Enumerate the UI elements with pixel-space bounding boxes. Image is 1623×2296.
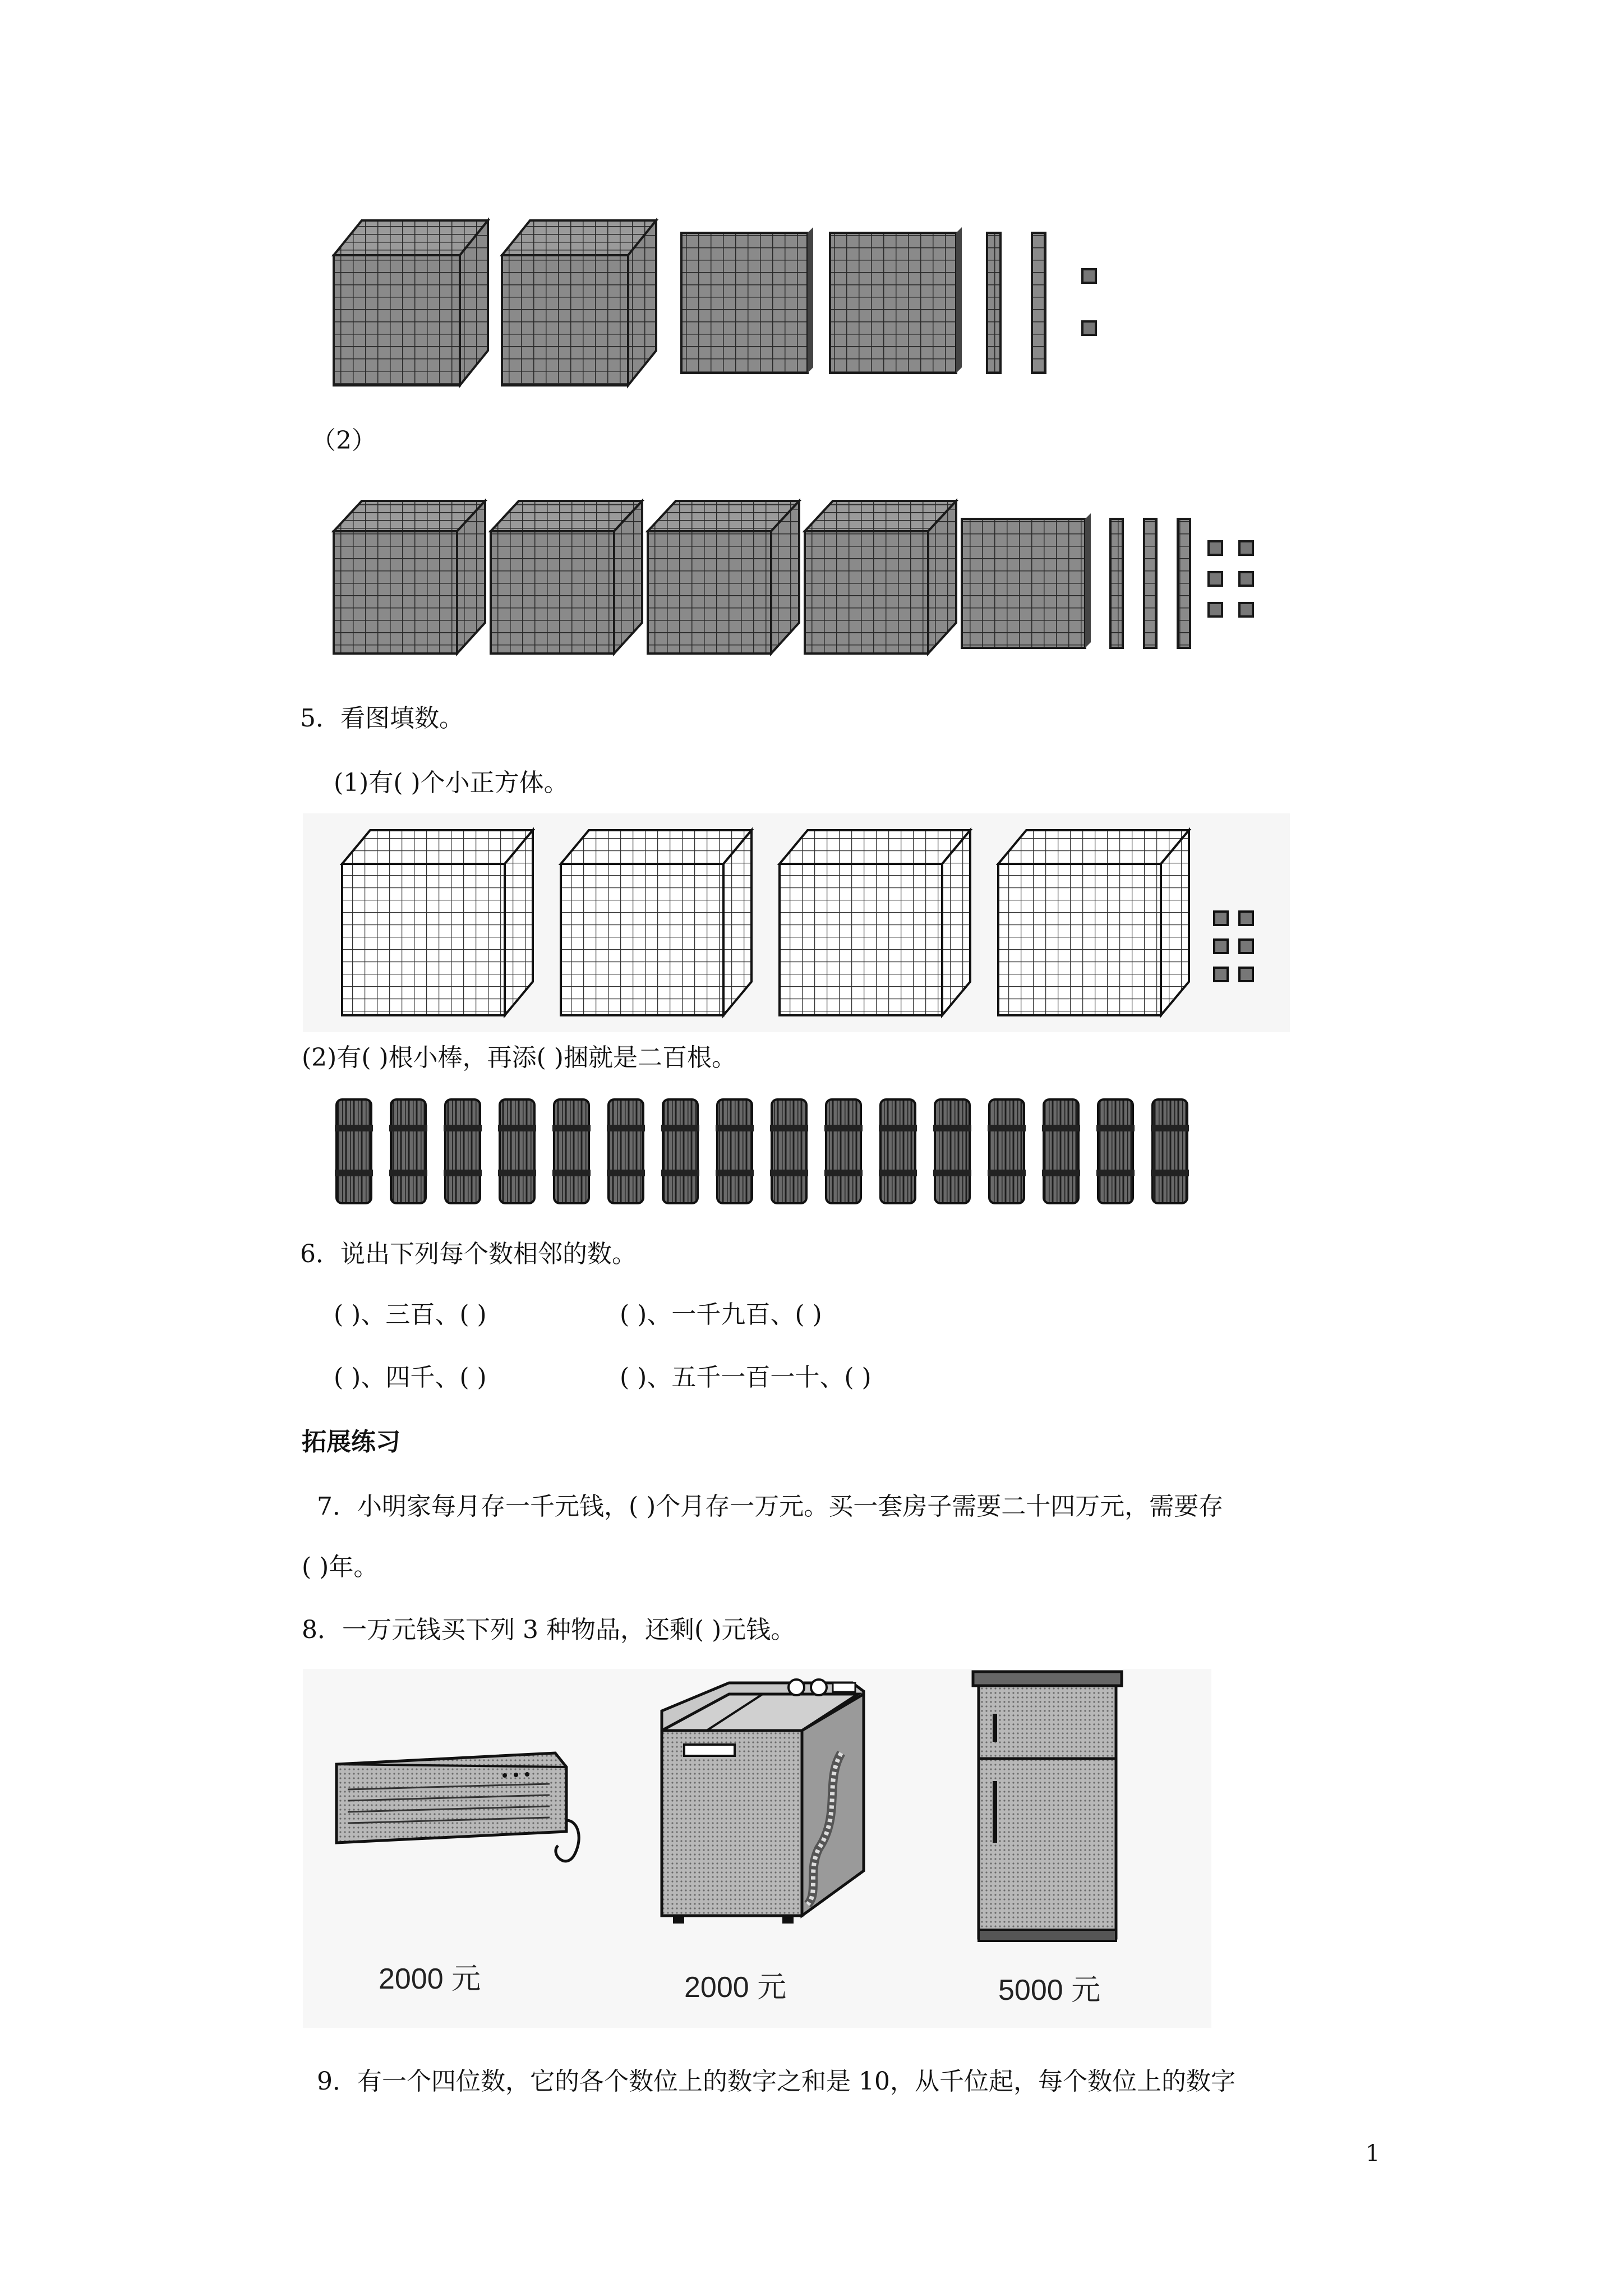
ten-rod-icon xyxy=(1144,519,1156,648)
question-8-title: 8．一万元钱买下列 3 种物品，还剩( )元钱。 xyxy=(302,1616,796,1644)
ten-rod-icon xyxy=(1178,519,1190,648)
figure-stick-bundles xyxy=(303,1085,1245,1214)
question-6-row-2-a: ( )、四千、( ) xyxy=(334,1363,487,1392)
question-5-title: 5．看图填数。 xyxy=(300,704,464,733)
unit-cube-icon xyxy=(1209,572,1222,586)
stick-bundle-icon xyxy=(1151,1099,1189,1203)
unit-cube-icon xyxy=(1082,269,1096,283)
stick-bundle-icon xyxy=(879,1099,917,1203)
price-label: 2000 元 xyxy=(379,1963,481,1995)
stick-bundle-icon xyxy=(933,1099,971,1203)
unit-cube-icon xyxy=(1239,940,1253,953)
question-9-line-1: 9．有一个四位数，它的各个数位上的数字之和是 10，从千位起，每个数位上的数字 xyxy=(317,2067,1235,2096)
thousand-cube-icon xyxy=(780,830,970,1015)
unit-cube-icon xyxy=(1214,912,1228,925)
unit-cube-icon xyxy=(1209,603,1222,616)
stick-bundle-icon xyxy=(1096,1099,1135,1203)
stick-bundle-icon xyxy=(607,1099,645,1203)
thousand-cube-icon xyxy=(334,220,488,385)
question-5-part-2: (2)有( )根小棒，再添( )捆就是二百根。 xyxy=(302,1043,736,1072)
figure-blocks-2 xyxy=(328,496,1281,659)
question-5-part-1: (1)有( )个小正方体。 xyxy=(334,769,569,797)
question-6-row-2-b: ( )、五千一百一十、( ) xyxy=(620,1363,872,1392)
item-2-label: （2） xyxy=(311,426,376,455)
refrigerator-icon xyxy=(973,1672,1122,1941)
ten-rod-icon xyxy=(987,233,1000,373)
stick-bundle-icon xyxy=(824,1099,863,1203)
unit-cube-icon xyxy=(1239,603,1253,616)
question-7-line-2: ( )年。 xyxy=(302,1553,379,1581)
thousand-cube-icon xyxy=(502,220,656,385)
unit-cube-icon xyxy=(1209,541,1222,555)
stick-bundle-icon xyxy=(335,1099,373,1203)
stick-bundle-icon xyxy=(770,1099,808,1203)
question-6-row-1-b: ( )、一千九百、( ) xyxy=(620,1300,822,1329)
question-6-title: 6．说出下列每个数相邻的数。 xyxy=(300,1240,637,1268)
thousand-cube-icon xyxy=(334,501,485,654)
unit-cube-icon xyxy=(1214,940,1228,953)
unit-cube-icon xyxy=(1082,321,1096,335)
price-label: 5000 元 xyxy=(998,1974,1101,2007)
price-label: 2000 元 xyxy=(684,1971,787,2004)
ten-rod-icon xyxy=(1032,233,1045,373)
figure-appliances xyxy=(303,1669,1211,2028)
unit-cube-icon xyxy=(1239,912,1253,925)
thousand-cube-icon xyxy=(491,501,642,654)
stick-bundle-icon xyxy=(444,1099,482,1203)
unit-cube-icon xyxy=(1239,541,1253,555)
thousand-cube-icon xyxy=(561,830,751,1015)
unit-cube-icon xyxy=(1214,968,1228,981)
stick-bundle-icon xyxy=(716,1099,754,1203)
stick-bundle-icon xyxy=(988,1099,1026,1203)
stick-bundle-icon xyxy=(661,1099,699,1203)
unit-cube-icon xyxy=(1239,968,1253,981)
hundred-flat-icon xyxy=(681,227,813,373)
hundred-flat-icon xyxy=(830,227,962,373)
figure-blocks-1 xyxy=(328,210,1130,390)
stick-bundle-icon xyxy=(552,1099,591,1203)
ten-rod-icon xyxy=(1110,519,1123,648)
hundred-flat-icon xyxy=(962,513,1091,648)
question-6-row-1-a: ( )、三百、( ) xyxy=(334,1300,487,1329)
thousand-cube-icon xyxy=(342,830,533,1015)
thousand-cube-icon xyxy=(805,501,956,654)
figure-blocks-3 xyxy=(303,813,1290,1032)
unit-cube-icon xyxy=(1239,572,1253,586)
stick-bundle-icon xyxy=(1042,1099,1080,1203)
section-heading: 拓展练习 xyxy=(302,1428,400,1456)
stick-bundle-icon xyxy=(498,1099,536,1203)
stick-bundle-icon xyxy=(389,1099,427,1203)
thousand-cube-icon xyxy=(648,501,799,654)
page-number: 1 xyxy=(1366,2141,1380,2166)
question-7-line-1: 7．小明家每月存一千元钱，( )个月存一万元。买一套房子需要二十四万元，需要存 xyxy=(317,1492,1224,1521)
thousand-cube-icon xyxy=(998,830,1189,1015)
washing-machine-icon xyxy=(662,1680,864,1924)
